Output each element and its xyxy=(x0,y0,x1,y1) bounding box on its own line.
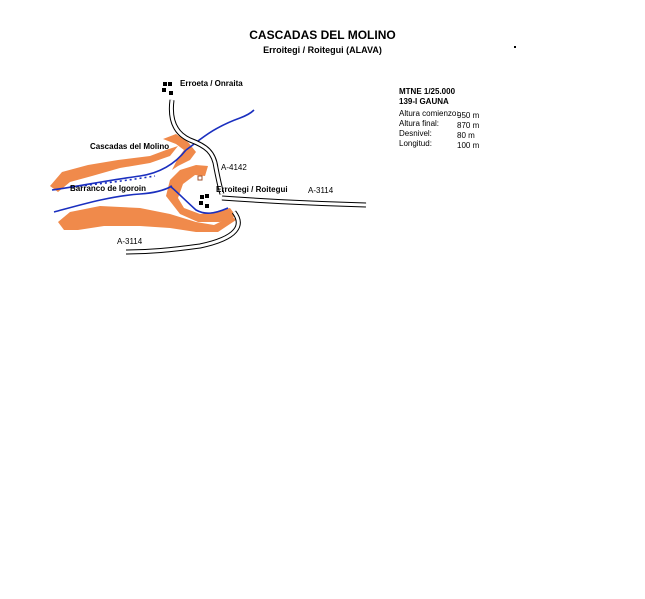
sheet-name: 139-I GAUNA xyxy=(399,97,449,106)
building-icon xyxy=(163,82,167,86)
info-label: Longitud: xyxy=(399,139,432,148)
roads xyxy=(126,100,366,252)
label-waterfall: Cascadas del Molino xyxy=(90,142,170,151)
label-ravine: Barranco de Igoroin xyxy=(70,184,147,193)
info-value: 80 m xyxy=(457,131,475,140)
info-value: 100 m xyxy=(457,141,480,150)
page-subtitle: Erroitegi / Roitegui (ALAVA) xyxy=(263,45,382,55)
building-icon xyxy=(162,88,166,92)
building-icon xyxy=(169,91,173,95)
mill-icon xyxy=(198,176,202,180)
label-road-a3114-west: A-3114 xyxy=(117,237,143,246)
building-icon xyxy=(205,194,209,198)
map-sheet: MTNE 1/25.000 xyxy=(399,87,456,96)
info-value: 950 m xyxy=(457,111,480,120)
info-label: Altura final: xyxy=(399,119,440,128)
label-road-a4142: A-4142 xyxy=(221,163,247,172)
info-label: Desnivel: xyxy=(399,129,432,138)
label-village-north: Erroeta / Onraita xyxy=(180,79,243,88)
info-value: 870 m xyxy=(457,121,480,130)
building-icon xyxy=(200,195,204,199)
page-title: CASCADAS DEL MOLINO xyxy=(249,28,396,42)
building-icon xyxy=(205,204,209,208)
building-icon xyxy=(168,82,172,86)
label-road-a3114-east: A-3114 xyxy=(308,186,334,195)
building-icon xyxy=(199,201,203,205)
label-village-south: Erroitegi / Roitegui xyxy=(216,185,288,194)
info-label: Altura comienzo: xyxy=(399,109,459,118)
